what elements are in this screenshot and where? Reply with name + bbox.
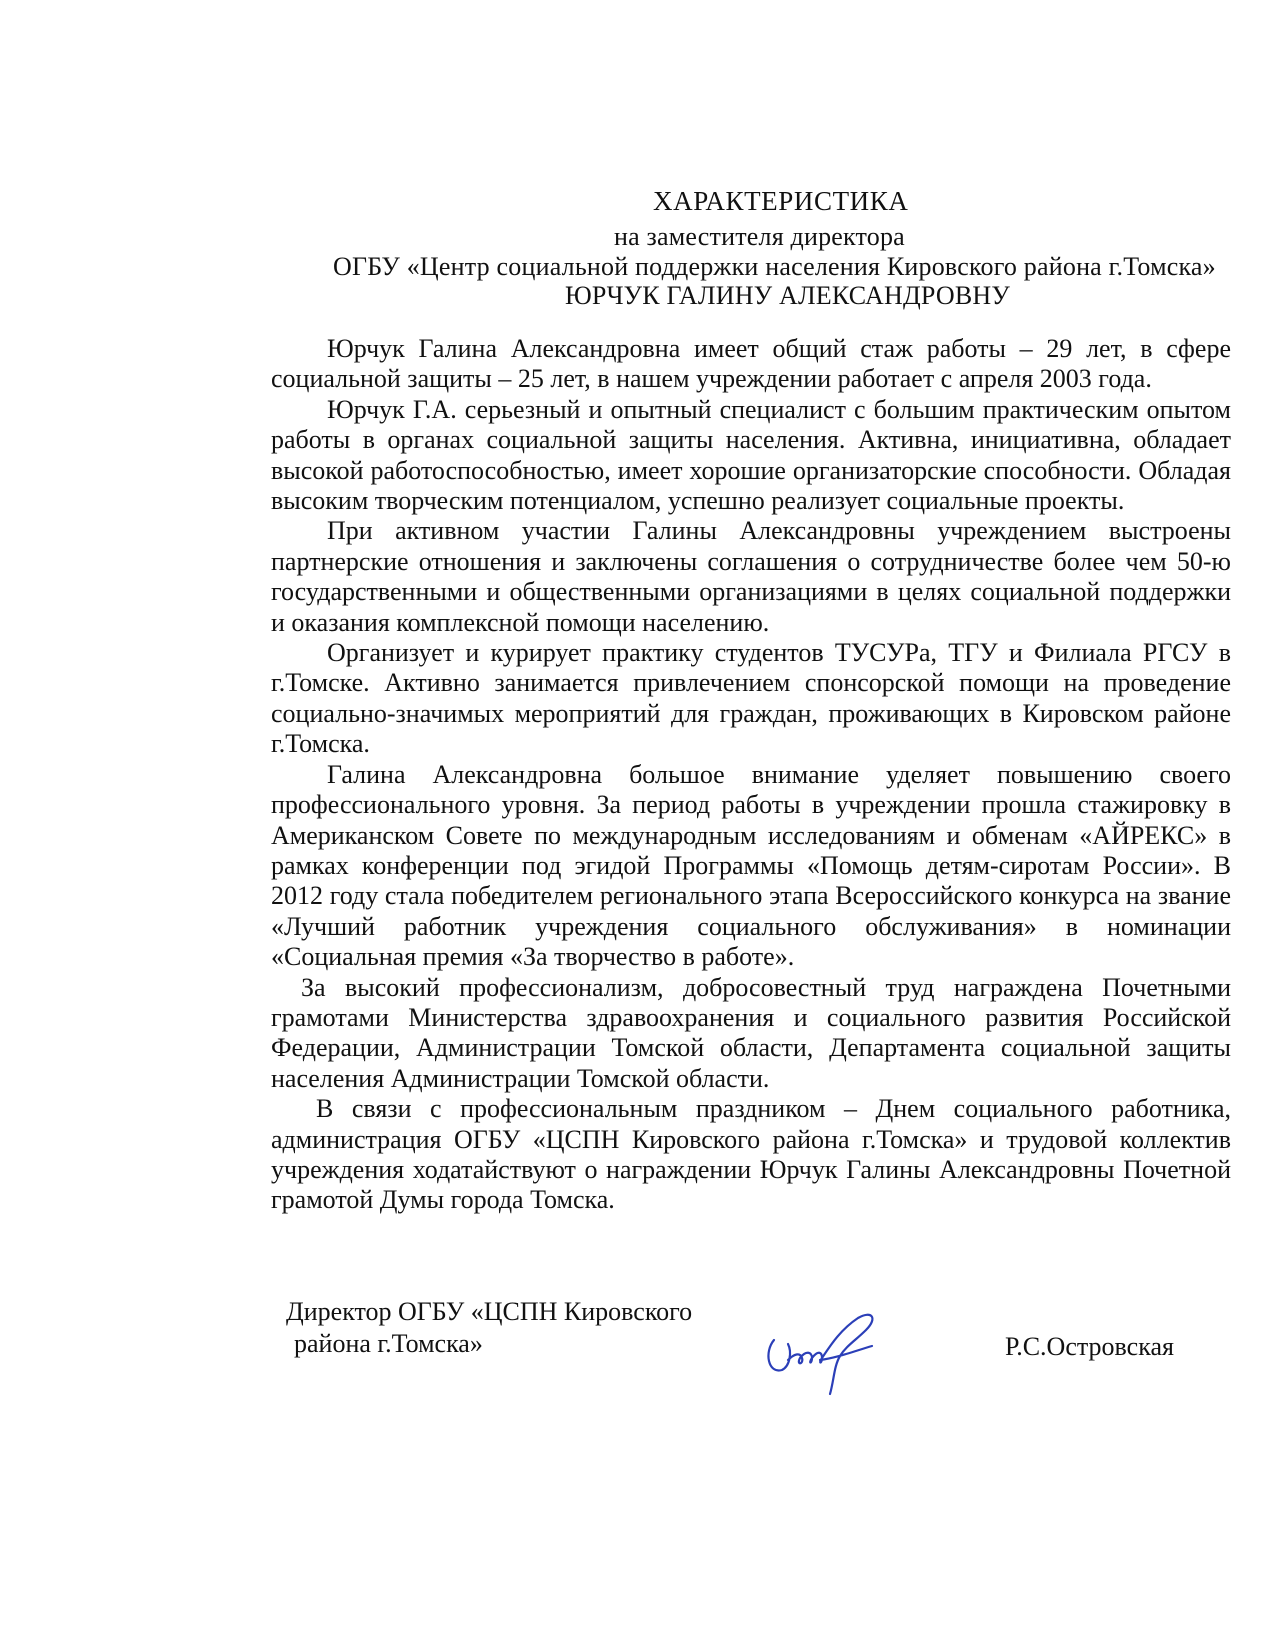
- signer-name: Р.С.Островская: [1005, 1332, 1174, 1361]
- body-paragraph-experience: Юрчук Галина Александровна имеет общий стаж работы – 29 лет, в сфере социальной защиты – 25 лет, в нашем учреждении работает с апреля 2003 года.: [271, 334, 1231, 394]
- subtitle-person-name: ЮРЧУК ГАЛИНУ АЛЕКСАНДРОВНУ: [565, 281, 1011, 310]
- signature-position-line2: района г.Томска»: [294, 1329, 483, 1358]
- body-paragraph-partnerships: При активном участии Галины Александровны учреждением выстроены партнерские отношения и заключены соглашения о сотрудничестве более чем 50-ю государственными и общественными организациями в целях социальной поддержки и оказания комплексной помощи населению.: [271, 516, 1231, 637]
- handwritten-signature: [760, 1300, 900, 1410]
- subtitle-organization: ОГБУ «Центр социальной поддержки населения Кировского района г.Томска»: [333, 252, 1216, 281]
- body-paragraph-petition: В связи с профессиональным праздником – Днем социального работника, администрация ОГБУ «ЦСПН Кировского района г.Томска» и трудовой коллектив учреждения ходатайствуют о награждении Юрчук Галины Александровны Почетной грамотой Думы города Томска.: [271, 1094, 1231, 1215]
- document-body: [271, 334, 1231, 1216]
- subtitle-position: на заместителя директора: [614, 222, 905, 251]
- signature-position: [286, 1296, 692, 1360]
- body-paragraph-student-practice: Организует и курирует практику студентов ТУСУРа, ТГУ и Филиала РГСУ в г.Томске. Активно занимается привлечением спонсорской помощи на проведение социально-значимых мероприятий для граждан, проживающих в Кировском районе г.Томска.: [271, 638, 1231, 759]
- body-paragraph-awards: За высокий профессионализм, добросовестный труд награждена Почетными грамотами Министерства здравоохранения и социального развития Российской Федерации, Администрации Томской области, Департамента социальной защиты населения Администрации Томской области.: [271, 972, 1231, 1093]
- body-paragraph-professional-growth: Галина Александровна большое внимание уделяет повышению своего профессионального уровня. За период работы в учреждении прошла стажировку в Американском Совете по международным исследованиям и обменам «АЙРЕКС» в рамках конференции под эгидой Программы «Помощь детям-сиротам России». В 2012 году стала победителем регионального этапа Всероссийского конкурса на звание «Лучший работник учреждения социального обслуживания» в номинации «Социальная премия «За творчество в работе».: [271, 759, 1231, 972]
- signature-stroke-main: [768, 1315, 872, 1394]
- body-paragraph-qualities: Юрчук Г.А. серьезный и опытный специалист с большим практическим опытом работы в органах социальной защиты населения. Активна, инициативна, обладает высокой работоспособностью, имеет хорошие организаторские способности. Обладая высоким творческим потенциалом, успешно реализует социальные проекты.: [271, 394, 1231, 516]
- signature-position-line1: Директор ОГБУ «ЦСПН Кировского: [286, 1297, 693, 1326]
- document-title: ХАРАКТЕРИСТИКА: [653, 186, 909, 216]
